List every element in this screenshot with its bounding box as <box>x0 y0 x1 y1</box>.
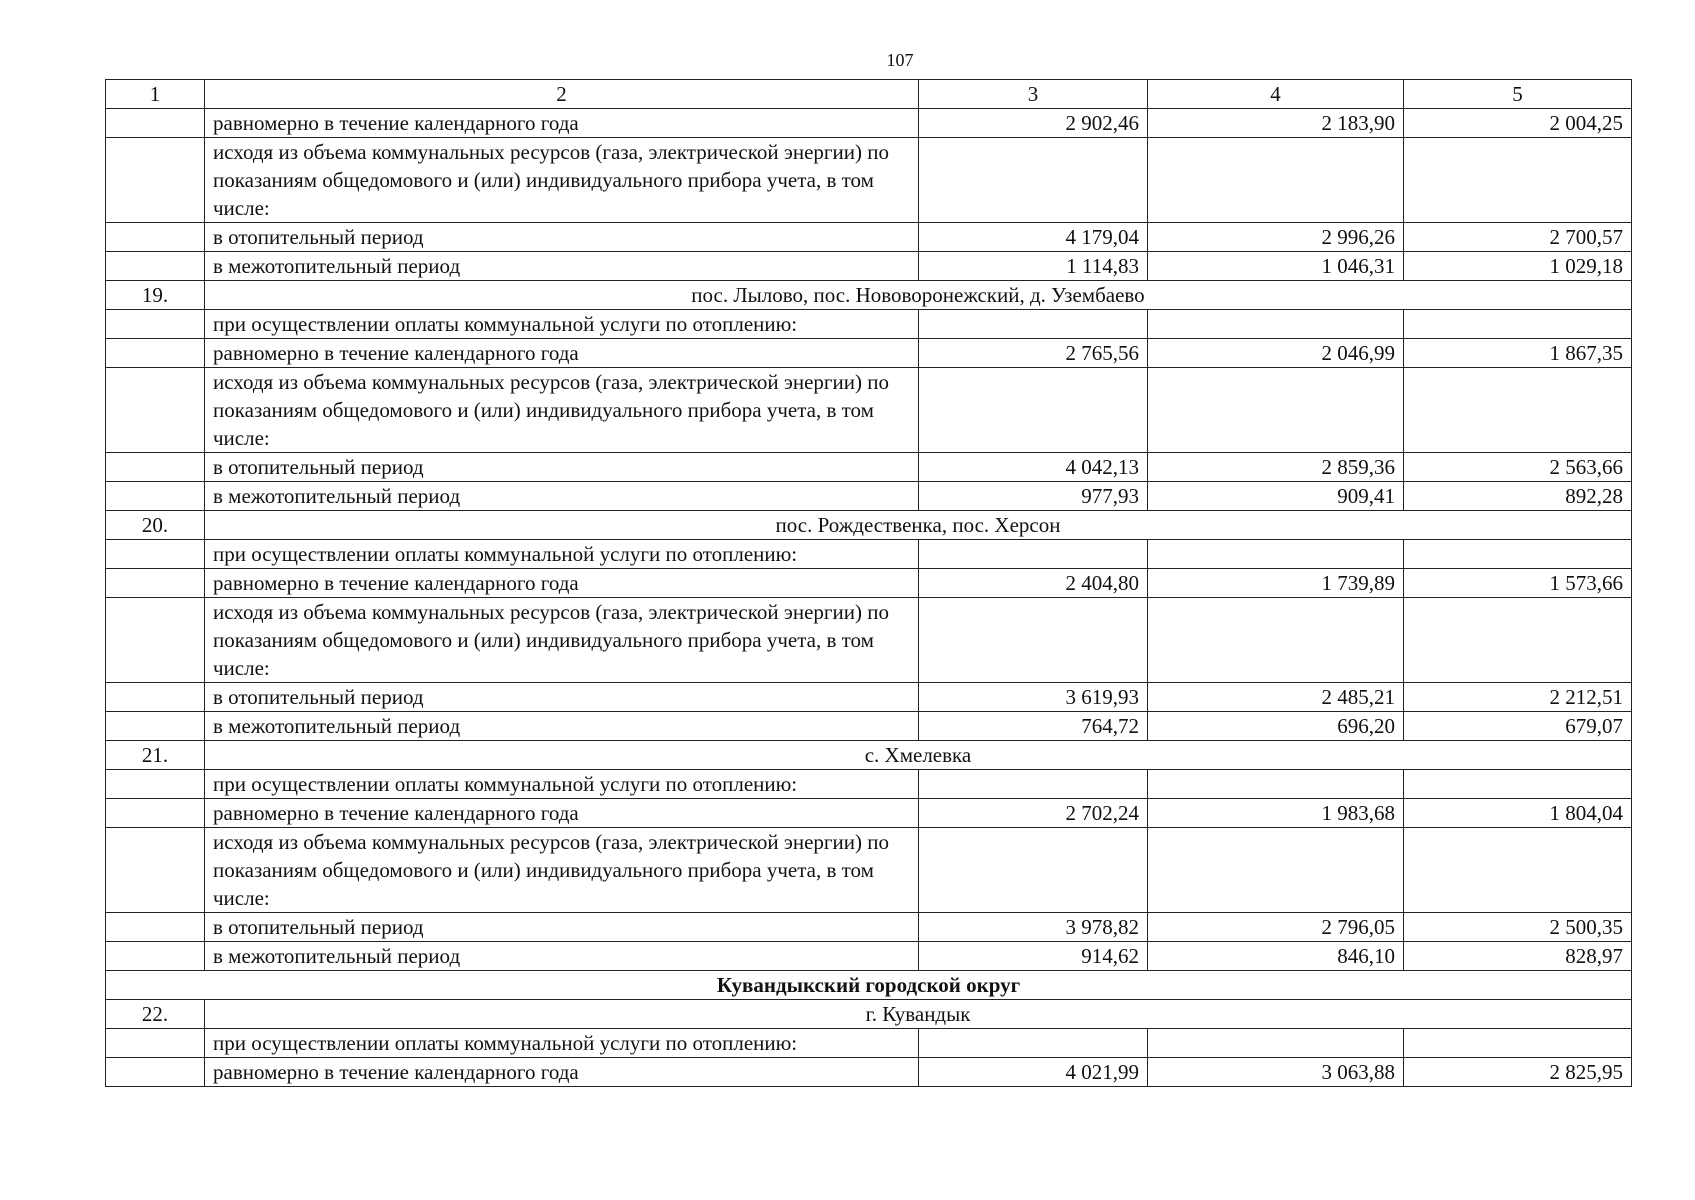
row-index <box>106 540 205 569</box>
value-col-3: 977,93 <box>919 482 1148 511</box>
value-col-4: 2 046,99 <box>1148 339 1404 368</box>
table-row <box>106 770 1632 799</box>
value-col-3: 764,72 <box>919 712 1148 741</box>
column-header: 3 <box>919 80 1148 109</box>
row-index <box>106 712 205 741</box>
row-description: равномерно в течение календарного года <box>205 339 919 368</box>
locality-row <box>106 1000 1632 1029</box>
value-col-5: 2 004,25 <box>1404 109 1632 138</box>
value-col-3: 2 902,46 <box>919 109 1148 138</box>
value-col-5 <box>1404 310 1632 339</box>
row-index <box>106 828 205 913</box>
locality-name: с. Хмелевка <box>205 741 1632 770</box>
table-row <box>106 1058 1632 1087</box>
value-col-4 <box>1148 540 1404 569</box>
row-index: 21. <box>106 741 205 770</box>
table-row <box>106 109 1632 138</box>
row-index <box>106 569 205 598</box>
locality-row <box>106 511 1632 540</box>
value-col-3 <box>919 138 1148 223</box>
column-header: 1 <box>106 80 205 109</box>
table-row <box>106 482 1632 511</box>
row-description: в межотопительный период <box>205 942 919 971</box>
value-col-4: 2 859,36 <box>1148 453 1404 482</box>
column-header: 5 <box>1404 80 1632 109</box>
row-index <box>106 942 205 971</box>
value-col-3: 4 179,04 <box>919 223 1148 252</box>
row-index <box>106 683 205 712</box>
table-row <box>106 712 1632 741</box>
value-col-4: 1 983,68 <box>1148 799 1404 828</box>
value-col-3: 4 021,99 <box>919 1058 1148 1087</box>
value-col-4: 1 739,89 <box>1148 569 1404 598</box>
table-row <box>106 683 1632 712</box>
row-index <box>106 252 205 281</box>
locality-row <box>106 741 1632 770</box>
column-header: 2 <box>205 80 919 109</box>
value-col-5: 1 804,04 <box>1404 799 1632 828</box>
row-index: 22. <box>106 1000 205 1029</box>
row-index <box>106 770 205 799</box>
row-index <box>106 138 205 223</box>
row-index <box>106 310 205 339</box>
tariff-table <box>105 79 1632 1087</box>
value-col-4 <box>1148 138 1404 223</box>
value-col-5 <box>1404 598 1632 683</box>
table-row <box>106 799 1632 828</box>
row-description: исходя из объема коммунальных ресурсов (газа, электрической энергии) по показаниям общедомового и (или) индивидуального прибора учета, в том числе: <box>205 598 919 683</box>
row-description: равномерно в течение календарного года <box>205 109 919 138</box>
value-col-4: 2 485,21 <box>1148 683 1404 712</box>
value-col-3 <box>919 770 1148 799</box>
value-col-4: 3 063,88 <box>1148 1058 1404 1087</box>
value-col-5 <box>1404 368 1632 453</box>
value-col-4 <box>1148 828 1404 913</box>
row-index <box>106 109 205 138</box>
table-row <box>106 913 1632 942</box>
row-description: при осуществлении оплаты коммунальной услуги по отоплению: <box>205 310 919 339</box>
value-col-5: 2 212,51 <box>1404 683 1632 712</box>
value-col-5: 2 563,66 <box>1404 453 1632 482</box>
value-col-5 <box>1404 540 1632 569</box>
value-col-3 <box>919 1029 1148 1058</box>
value-col-3 <box>919 310 1148 339</box>
value-col-3: 3 619,93 <box>919 683 1148 712</box>
section-title: Кувандыкский городской округ <box>106 971 1632 1000</box>
row-index <box>106 913 205 942</box>
locality-name: пос. Рождественка, пос. Херсон <box>205 511 1632 540</box>
table-body <box>106 80 1632 1087</box>
value-col-3 <box>919 828 1148 913</box>
row-index <box>106 339 205 368</box>
value-col-5: 1 573,66 <box>1404 569 1632 598</box>
row-index <box>106 223 205 252</box>
value-col-5: 892,28 <box>1404 482 1632 511</box>
table-row <box>106 368 1632 453</box>
table-row <box>106 339 1632 368</box>
row-description: в межотопительный период <box>205 252 919 281</box>
value-col-5: 1 029,18 <box>1404 252 1632 281</box>
value-col-5 <box>1404 138 1632 223</box>
value-col-5 <box>1404 828 1632 913</box>
row-description: при осуществлении оплаты коммунальной услуги по отоплению: <box>205 770 919 799</box>
table-row <box>106 138 1632 223</box>
table-row <box>106 540 1632 569</box>
row-index <box>106 598 205 683</box>
value-col-5: 2 500,35 <box>1404 913 1632 942</box>
value-col-3 <box>919 368 1148 453</box>
row-description: в межотопительный период <box>205 712 919 741</box>
value-col-4 <box>1148 770 1404 799</box>
value-col-4: 2 996,26 <box>1148 223 1404 252</box>
row-index <box>106 482 205 511</box>
value-col-4: 2 796,05 <box>1148 913 1404 942</box>
value-col-3: 3 978,82 <box>919 913 1148 942</box>
value-col-5: 828,97 <box>1404 942 1632 971</box>
value-col-4: 909,41 <box>1148 482 1404 511</box>
value-col-4 <box>1148 1029 1404 1058</box>
table-header-row <box>106 80 1632 109</box>
column-header: 4 <box>1148 80 1404 109</box>
table-row <box>106 1029 1632 1058</box>
table-row <box>106 453 1632 482</box>
value-col-4 <box>1148 598 1404 683</box>
row-description: равномерно в течение календарного года <box>205 569 919 598</box>
row-description: при осуществлении оплаты коммунальной услуги по отоплению: <box>205 540 919 569</box>
value-col-5: 1 867,35 <box>1404 339 1632 368</box>
row-index: 19. <box>106 281 205 310</box>
table-row <box>106 310 1632 339</box>
row-index: 20. <box>106 511 205 540</box>
locality-name: пос. Лылово, пос. Нововоронежский, д. Узембаево <box>205 281 1632 310</box>
value-col-3 <box>919 598 1148 683</box>
page-number: 107 <box>886 50 914 70</box>
row-description: исходя из объема коммунальных ресурсов (газа, электрической энергии) по показаниям общедомового и (или) индивидуального прибора учета, в том числе: <box>205 828 919 913</box>
value-col-3: 2 702,24 <box>919 799 1148 828</box>
value-col-3: 1 114,83 <box>919 252 1148 281</box>
value-col-3: 4 042,13 <box>919 453 1148 482</box>
row-description: при осуществлении оплаты коммунальной услуги по отоплению: <box>205 1029 919 1058</box>
value-col-5 <box>1404 770 1632 799</box>
table-row <box>106 942 1632 971</box>
row-index <box>106 368 205 453</box>
row-description: в отопительный период <box>205 913 919 942</box>
row-description: в отопительный период <box>205 223 919 252</box>
value-col-5 <box>1404 1029 1632 1058</box>
locality-name: г. Кувандык <box>205 1000 1632 1029</box>
value-col-4: 696,20 <box>1148 712 1404 741</box>
value-col-5: 2 825,95 <box>1404 1058 1632 1087</box>
value-col-3: 914,62 <box>919 942 1148 971</box>
table-row <box>106 828 1632 913</box>
value-col-5: 679,07 <box>1404 712 1632 741</box>
row-index <box>106 453 205 482</box>
value-col-4 <box>1148 368 1404 453</box>
value-col-4: 2 183,90 <box>1148 109 1404 138</box>
table-row <box>106 598 1632 683</box>
value-col-5: 2 700,57 <box>1404 223 1632 252</box>
row-description: в отопительный период <box>205 453 919 482</box>
row-index <box>106 1029 205 1058</box>
table-row <box>106 252 1632 281</box>
value-col-3: 2 765,56 <box>919 339 1148 368</box>
value-col-3 <box>919 540 1148 569</box>
row-index <box>106 799 205 828</box>
row-description: равномерно в течение календарного года <box>205 799 919 828</box>
value-col-4: 1 046,31 <box>1148 252 1404 281</box>
section-row <box>106 971 1632 1000</box>
table-row <box>106 223 1632 252</box>
table-row <box>106 569 1632 598</box>
value-col-3: 2 404,80 <box>919 569 1148 598</box>
row-description: исходя из объема коммунальных ресурсов (газа, электрической энергии) по показаниям общедомового и (или) индивидуального прибора учета, в том числе: <box>205 368 919 453</box>
row-description: в отопительный период <box>205 683 919 712</box>
row-description: исходя из объема коммунальных ресурсов (газа, электрической энергии) по показаниям общедомового и (или) индивидуального прибора учета, в том числе: <box>205 138 919 223</box>
row-description: равномерно в течение календарного года <box>205 1058 919 1087</box>
value-col-4: 846,10 <box>1148 942 1404 971</box>
row-index <box>106 1058 205 1087</box>
row-description: в межотопительный период <box>205 482 919 511</box>
value-col-4 <box>1148 310 1404 339</box>
locality-row <box>106 281 1632 310</box>
